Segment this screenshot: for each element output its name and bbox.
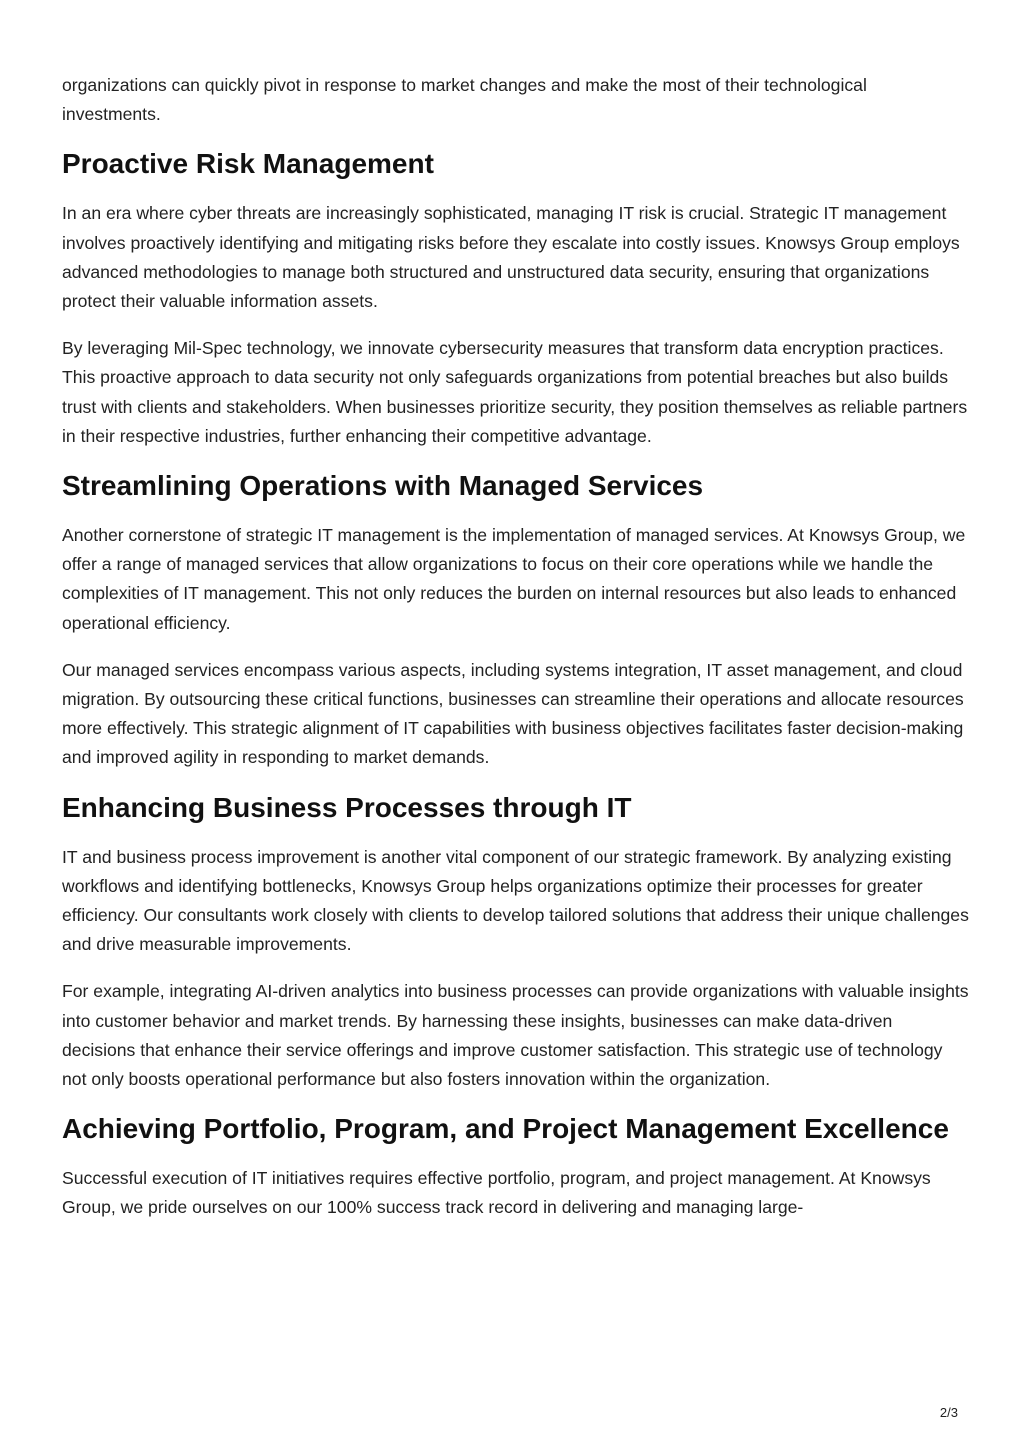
- section-heading-managed-services: Streamlining Operations with Managed Services: [62, 470, 704, 502]
- section-paragraph: Another cornerstone of strategic IT management is the implementation of managed services. At Knowsys Group, we offer a range of managed services that allow organizations to focus on their core operations while we handle the complexities of IT management. This not only reduces the burden on internal resources but also leads to enhanced operational efficiency.: [62, 525, 966, 633]
- section-heading-project-management: Achieving Portfolio, Program, and Project Management Excellence: [62, 1113, 949, 1145]
- section-paragraph: IT and business process improvement is another vital component of our strategic framework. By analyzing existing workflows and identifying bottlenecks, Knowsys Group helps organizations optimize their processes for greater efficiency. Our consultants work closely with clients to develop tailored solutions that address their unique challenges and drive measurable improvements.: [62, 846, 969, 955]
- intro-paragraph: organizations can quickly pivot in response to market changes and make the most of their technological investments.: [62, 75, 867, 125]
- page-number: 2/3: [939, 1405, 958, 1420]
- section-paragraph: For example, integrating AI-driven analytics into business processes can provide organizations with valuable insights into customer behavior and market trends. By harnessing these insights, businesses can make data-driven decisions that enhance their service offerings and improve customer satisfaction. This strategic use of technology not only boosts operational performance but also fosters innovation within the organization.: [62, 981, 969, 1090]
- section-paragraph: By leveraging Mil-Spec technology, we innovate cybersecurity measures that transform data encryption practices. This proactive approach to data security not only safeguards organizations from potential breaches but also builds trust with clients and stakeholders. When businesses prioritize security, they position themselves as reliable partners in their respective industries, further enhancing their competitive advantage.: [62, 338, 968, 446]
- section-heading-risk-management: Proactive Risk Management: [62, 148, 434, 180]
- section-heading-business-processes: Enhancing Business Processes through IT: [62, 791, 632, 823]
- section-paragraph: Successful execution of IT initiatives requires effective portfolio, program, and project management. At Knowsys Group, we pride ourselves on our 100% success track record in delivering and managing large-: [62, 1168, 931, 1218]
- section-paragraph: Our managed services encompass various aspects, including systems integration, IT asset management, and cloud migration. By outsourcing these critical functions, businesses can streamline their operations and allocate resources more effectively. This strategic alignment of IT capabilities with business objectives facilitates faster decision-making and improved agility in responding to market demands.: [62, 659, 964, 768]
- document-body: [62, 71, 970, 1241]
- section-paragraph: In an era where cyber threats are increasingly sophisticated, managing IT risk is crucial. Strategic IT management involves proactively identifying and mitigating risks before they escalate into costly issues. Knowsys Group employs advanced methodologies to manage both structured and unstructured data security, ensuring that organizations protect their valuable information assets.: [62, 203, 960, 312]
